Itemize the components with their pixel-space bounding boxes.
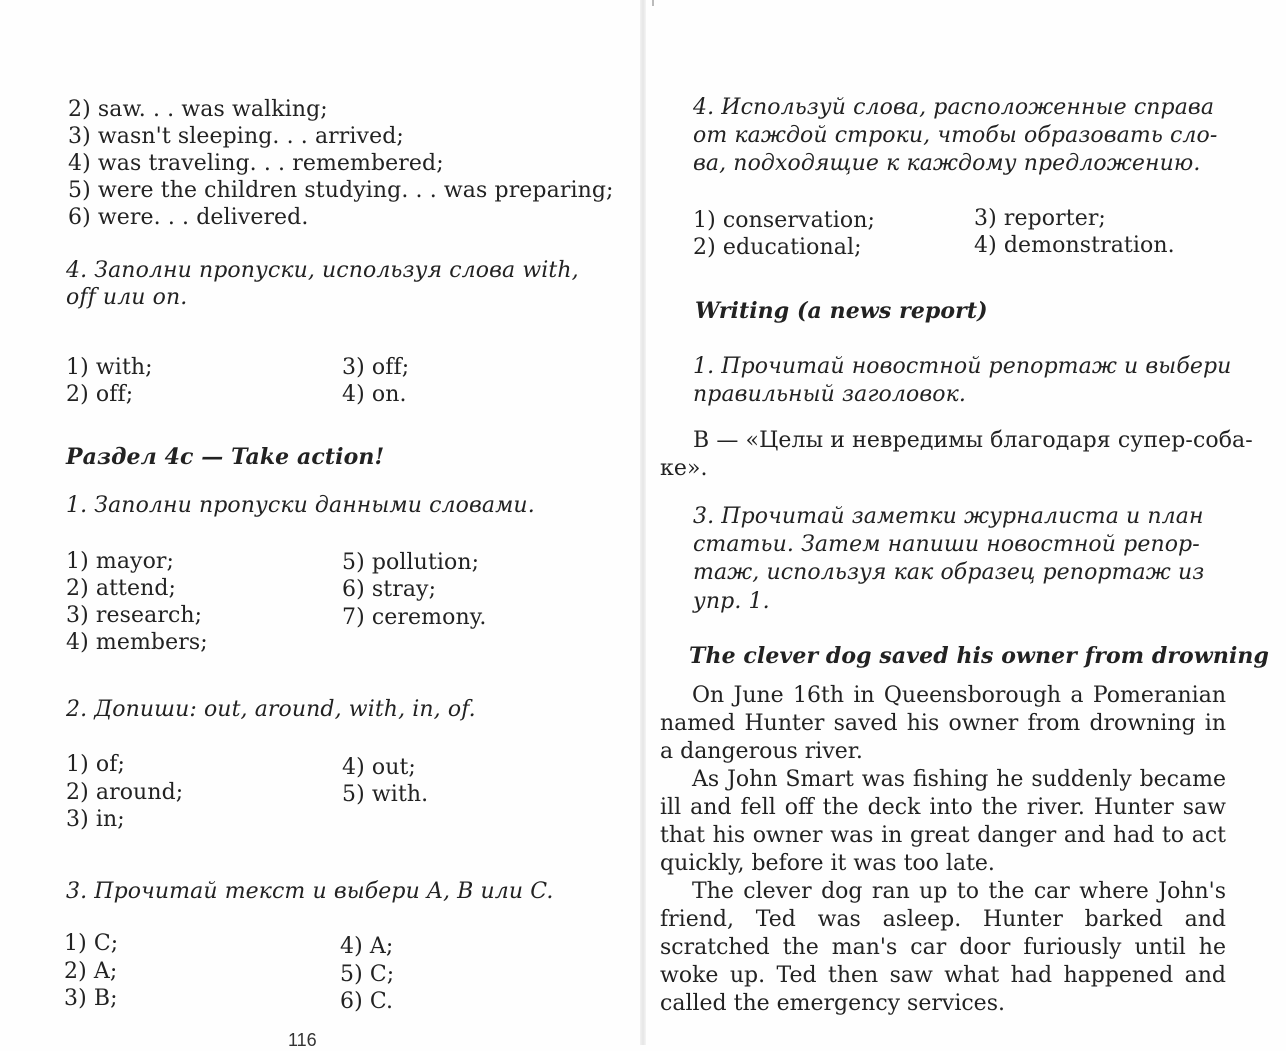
writing-3-task: статьи. Затем напиши новостной репор-: [693, 532, 1200, 557]
story-paragraph: The clever dog ran up to the car where John's friend, Ted was asleep. Hunter barked and scratched the man's car door furiously until he woke up. Ted then saw what had happened and called the emergency services.: [660, 879, 1226, 1016]
answer-item: 5) C;: [340, 962, 395, 987]
answer-item: 1) conservation;: [693, 208, 875, 233]
answer-item: 4) demonstration.: [974, 233, 1175, 258]
answer-item: 2) A;: [64, 959, 118, 984]
story-paragraph: On June 16th in Queensborough a Pomeranian named Hunter saved his owner from drowning in a dangerous river.: [660, 683, 1226, 764]
answer-item: 3) in;: [66, 807, 125, 832]
answer-item: 4) on.: [342, 382, 407, 407]
story-paragraph: As John Smart was fishing he suddenly became ill and fell off the deck into the river. Hunter saw that his owner was in great danger and had to act quickly, before it was too late.: [660, 767, 1226, 876]
answer-item: 2) around;: [66, 780, 184, 805]
page-number: 116: [288, 1030, 317, 1050]
exercise-4-task: 4. Заполни пропуски, используя слова with,: [66, 258, 579, 283]
exercise-1-task: 1. Заполни пропуски данными словами.: [66, 493, 535, 518]
writing-heading: Writing (a news report): [695, 298, 988, 324]
answer-item: 4) out;: [342, 755, 416, 780]
writing-3-task: упр. 1.: [693, 589, 770, 614]
answer-line: 2) saw. . . was walking;: [68, 97, 328, 122]
answer-line: 6) were. . . delivered.: [68, 205, 309, 230]
writing-3-task: таж, используя как образец репортаж из: [693, 560, 1205, 585]
answer-item: 3) reporter;: [974, 206, 1106, 231]
right-page: [646, 0, 1286, 1045]
story-title: The clever dog saved his owner from drowning: [689, 643, 1269, 669]
answer-item: 7) ceremony.: [342, 605, 487, 630]
exercise-3-task: 3. Прочитай текст и выбери A, B или C.: [66, 879, 554, 904]
section-heading: Раздел 4c — Take action!: [66, 444, 385, 470]
answer-item: 3) off;: [342, 355, 410, 380]
answer-item: 1) with;: [66, 355, 153, 380]
left-page: [0, 0, 640, 1050]
exercise-2-task: 2. Допиши: out, around, with, in, of.: [66, 697, 476, 722]
answer-item: 3) B;: [64, 986, 118, 1011]
exercise-4-task: ва, подходящие к каждому предложению.: [693, 151, 1201, 176]
answer-item: 1) C;: [64, 931, 119, 956]
answer-item: 1) mayor;: [66, 549, 175, 574]
answer-item: 1) of;: [66, 752, 125, 777]
answer-line: 3) wasn't sleeping. . . arrived;: [68, 124, 404, 149]
answer-item: 2) off;: [66, 382, 134, 407]
answer-item: 3) research;: [66, 603, 203, 628]
answer-item: 2) educational;: [693, 235, 862, 260]
writing-1-answer: ке».: [660, 456, 708, 481]
answer-item: 6) stray;: [342, 577, 437, 602]
answer-line: 4) was traveling. . . remembered;: [68, 151, 444, 176]
writing-1-answer: B — «Целы и невредимы благодаря супер-соба-: [693, 428, 1253, 453]
answer-line: 5) were the children studying. . . was preparing;: [68, 178, 614, 203]
exercise-4-task: от каждой строки, чтобы образовать сло-: [693, 123, 1218, 148]
answer-item: 5) with.: [342, 782, 429, 807]
answer-item: 4) A;: [340, 934, 394, 959]
answer-item: 4) members;: [66, 630, 208, 655]
writing-3-task: 3. Прочитай заметки журналиста и план: [693, 504, 1204, 529]
answer-item: 5) pollution;: [342, 550, 480, 575]
exercise-4-task: 4. Используй слова, расположенные справа: [693, 95, 1215, 120]
writing-1-task: 1. Прочитай новостной репортаж и выбери: [693, 354, 1232, 379]
answer-item: 6) C.: [340, 989, 394, 1014]
answer-item: 2) attend;: [66, 576, 177, 601]
exercise-4-task: off или on.: [66, 285, 188, 310]
writing-1-task: правильный заголовок.: [693, 382, 966, 407]
